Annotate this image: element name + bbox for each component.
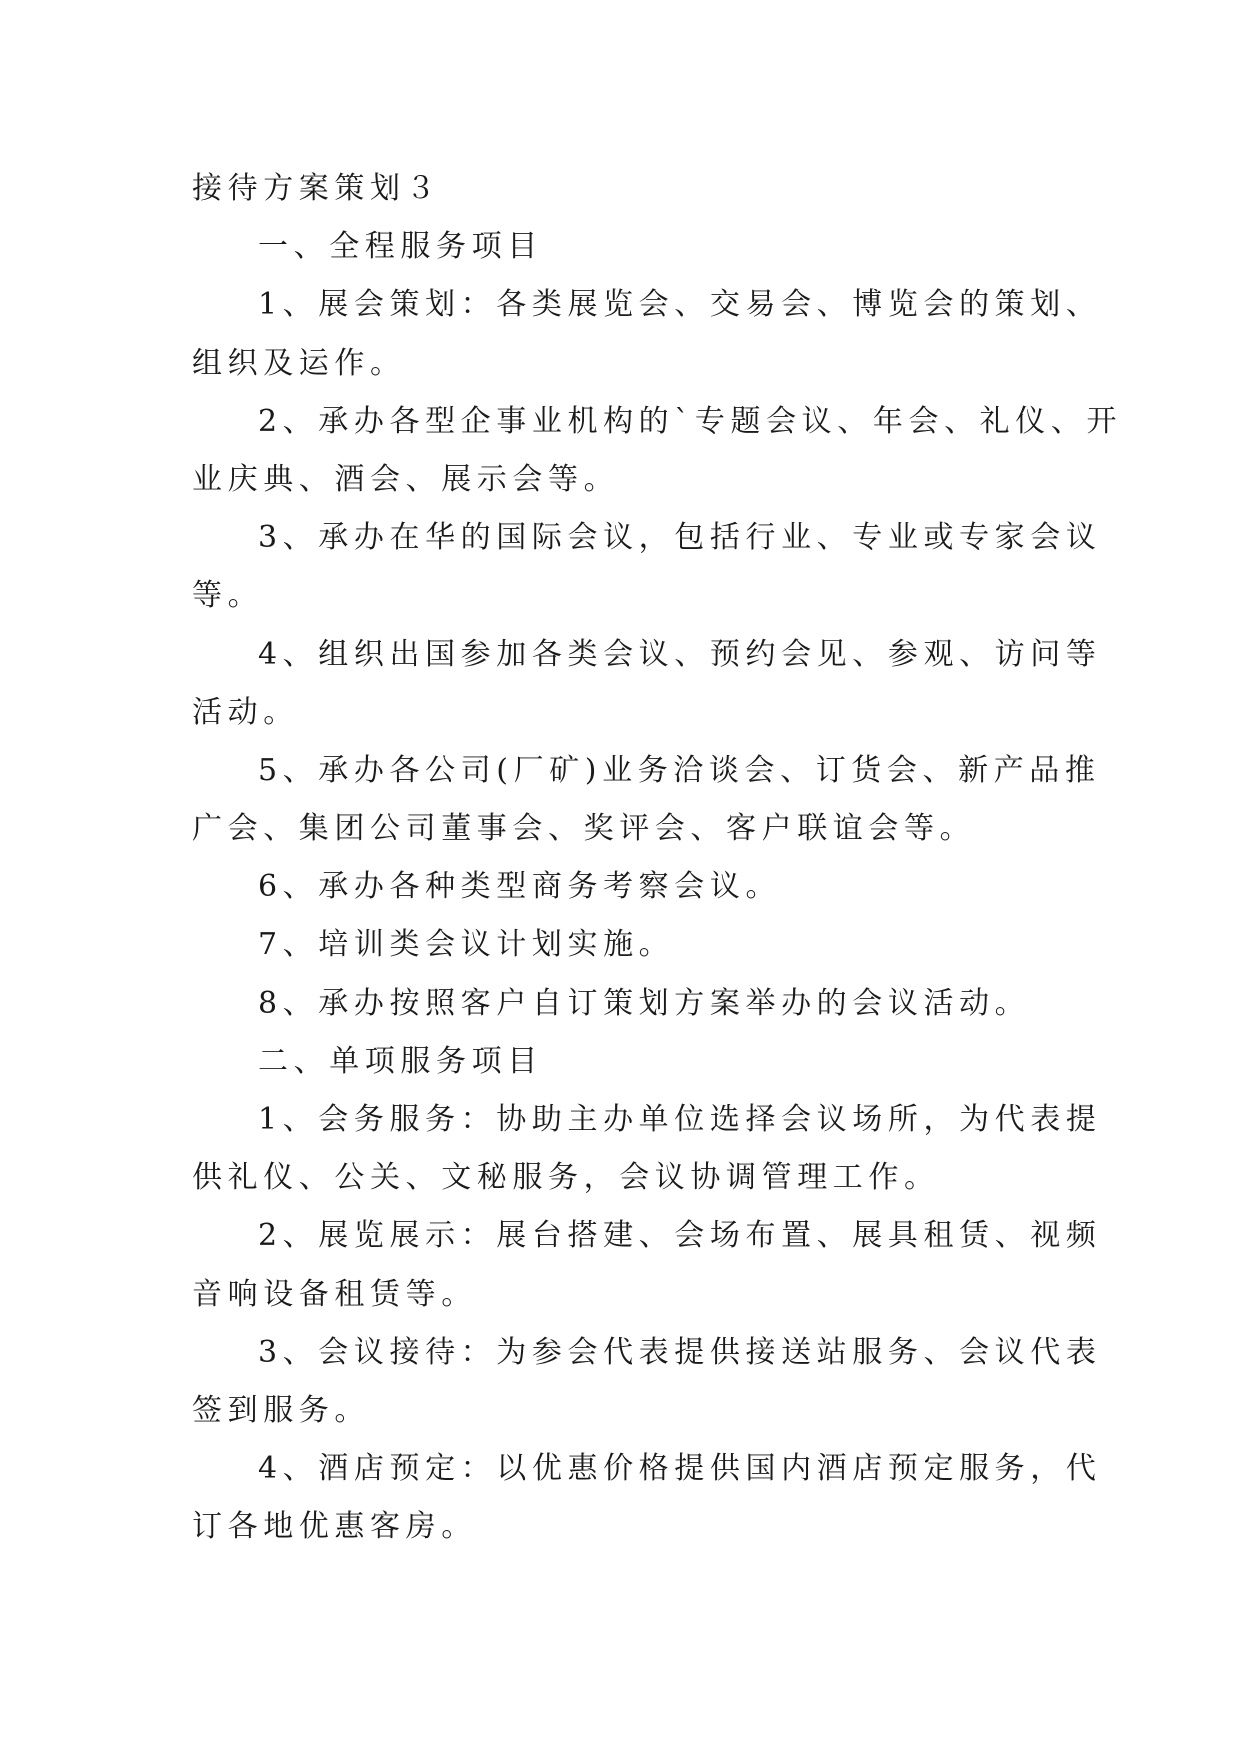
text-line: 4、组织出国参加各类会议、预约会见、参观、访问等 (258, 636, 1102, 672)
text-line: 供礼仪、公关、文秘服务，会议协调管理工作。 (192, 1160, 940, 1196)
text-line: 7、培训类会议计划实施。 (258, 927, 675, 963)
text-line: 一、全程服务项目 (258, 229, 543, 265)
text-line: 2、展览展示：展台搭建、会场布置、展具租赁、视频 (258, 1218, 1102, 1254)
paragraph-list (192, 218, 1123, 1556)
text-line: 5、承办各公司(厂矿)业务洽谈会、订货会、新产品推 (258, 752, 1101, 788)
text-line: 2、承办各型企事业机构的`专题会议、年会、礼仪、开 (258, 403, 1123, 439)
text-line: 音响设备租赁等。 (192, 1276, 477, 1312)
text-line: 6、承办各种类型商务考察会议。 (258, 869, 782, 905)
text-line: 4、酒店预定：以优惠价格提供国内酒店预定服务，代 (258, 1451, 1102, 1487)
text-line: 二、单项服务项目 (258, 1043, 543, 1079)
document-body (192, 160, 1123, 1557)
text-line: 订各地优惠客房。 (192, 1509, 477, 1545)
text-line: 1、会务服务：协助主办单位选择会议场所，为代表提 (258, 1102, 1102, 1137)
text-line: 1、展会策划：各类展览会、交易会、博览会的策划、 (258, 287, 1102, 323)
text-line: 签到服务。 (192, 1392, 370, 1428)
text-line: 8、承办按照客户自订策划方案举办的会议活动。 (258, 985, 1031, 1021)
text-line: 业庆典、酒会、展示会等。 (192, 461, 620, 497)
text-line: 3、会议接待：为参会代表提供接送站服务、会议代表 (258, 1334, 1102, 1370)
text-line: 广会、集团公司董事会、奖评会、客户联谊会等。 (192, 811, 976, 847)
text-line: 组织及运作。 (192, 345, 406, 381)
text-line: 活动。 (192, 694, 299, 730)
text-line: 等。 (192, 578, 264, 614)
document-title: 接待方案策划３ (192, 171, 442, 206)
text-line: 3、承办在华的国际会议，包括行业、专业或专家会议 (258, 520, 1102, 556)
